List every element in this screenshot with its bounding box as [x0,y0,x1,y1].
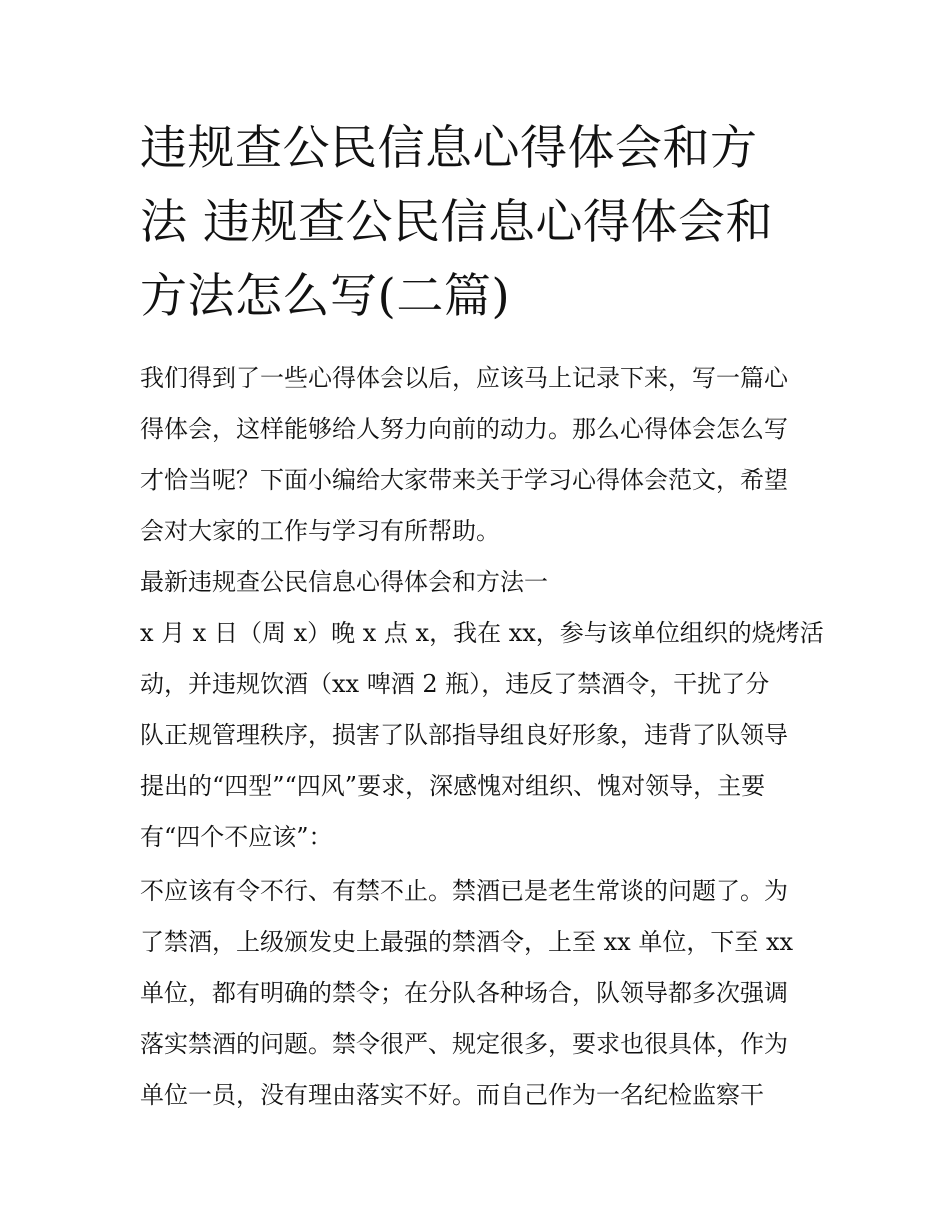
section-heading-line: 最新违规查公民信息心得体会和方法一 [140,568,548,596]
title-line: 方法怎么写(二篇) [140,269,511,324]
body-paragraph-1 [140,608,824,863]
title-line: 法 违规查公民信息心得体会和 [140,195,773,250]
body-line: 有“四个不应该”： [140,823,333,851]
document-title [140,112,820,334]
body-line: x 月 x 日（周 x）晚 x 点 x，我在 xx，参与该单位组织的烧烤活 [140,619,824,647]
title-line: 违规查公民信息心得体会和方 [140,121,758,176]
body-line: 提出的“四型”“四风”要求，深感愧对组织、愧对领导，主要 [140,772,766,800]
document-content [140,112,824,1121]
body-line: 队正规管理秩序，损害了队部指导组良好形象，违背了队领导 [140,721,788,749]
body-paragraph-2 [140,866,820,1121]
intro-line: 才恰当呢？下面小编给大家带来关于学习心得体会范文，希望 [140,466,788,494]
body-line: 不应该有令不行、有禁不止。禁酒已是老生常谈的问题了。为 [140,877,788,905]
body-line: 落实禁酒的问题。禁令很严、规定很多，要求也很具体，作为 [140,1030,788,1058]
body-line: 单位，都有明确的禁令；在分队各种场合，队领导都多次强调 [140,979,788,1007]
intro-paragraph [140,353,820,557]
body-line: 动，并违规饮酒（xx 啤酒 2 瓶），违反了禁酒令，干扰了分 [140,670,770,698]
intro-line: 会对大家的工作与学习有所帮助。 [140,517,500,545]
body-line: 了禁酒，上级颁发史上最强的禁酒令，上至 xx 单位，下至 xx [140,928,794,956]
intro-line: 得体会，这样能够给人努力向前的动力。那么心得体会怎么写 [140,415,788,443]
section-heading [140,557,820,608]
body-line: 单位一员，没有理由落实不好。而自己作为一名纪检监察干 [140,1081,764,1109]
intro-line: 我们得到了一些心得体会以后，应该马上记录下来，写一篇心 [140,364,788,392]
